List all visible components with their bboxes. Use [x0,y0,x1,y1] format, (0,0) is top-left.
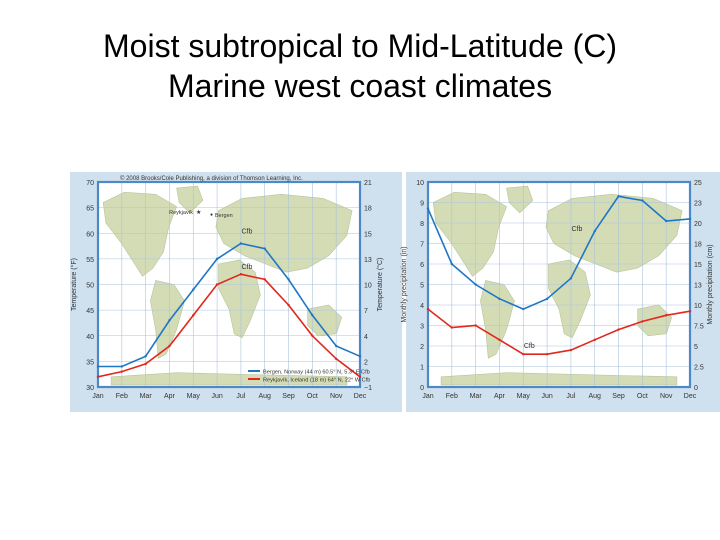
precipitation-x-tick-label: Oct [636,393,648,400]
climograph-svg [70,172,720,412]
temperature-series-blue-point [144,355,146,357]
legend-label-reykjavik: Reykjavík, Iceland (18 m) 64° N, 22° W Cfb [263,377,371,384]
temperature-right-tick-label: 15 [364,231,372,239]
precipitation-series-blue-point [546,298,548,300]
temperature-series-blue-point [97,365,99,367]
precipitation-series-red-point [498,339,500,341]
temperature-x-tick-label: Sep [282,393,295,400]
temperature-x-tick-label: Jan [92,393,104,400]
precipitation-series-blue-point [641,199,643,201]
precipitation-series-red-point [427,308,429,310]
precipitation-x-tick-label: Dec [683,393,697,400]
precipitation-series-blue-point [689,218,691,220]
temperature-cfb-annotation: Cfb [241,264,253,272]
precipitation-x-tick-label: Jun [541,393,553,400]
temperature-x-tick-label: Nov [329,393,343,400]
precipitation-series-red-point [522,353,524,355]
temperature-series-blue-point [240,242,242,244]
temperature-series-red-point [192,314,194,316]
precipitation-series-red-point [451,326,453,328]
precipitation-x-tick-label: Jan [422,393,434,400]
precipitation-series-blue-point [594,230,596,232]
precipitation-cfb-annotation: Cfb [523,343,535,351]
precipitation-left-tick-label: 7 [420,241,424,249]
temperature-x-tick-label: Jul [236,393,246,400]
precipitation-right-axis-label: Monthly precipitation (cm) [707,244,714,325]
precipitation-right-tick-label: 13 [694,282,702,290]
precipitation-series-red-point [665,314,667,316]
precipitation-left-tick-label: 6 [420,262,424,269]
precipitation-series-blue-point [498,298,500,300]
precipitation-right-tick-label: 5 [694,344,698,351]
temperature-series-red-point [311,335,313,337]
temperature-right-tick-label: 4 [364,333,368,341]
temperature-left-tick-label: 70 [86,180,94,187]
precipitation-series-blue-point [665,220,667,222]
precipitation-series-blue-point [570,277,572,279]
precipitation-x-tick-label: Feb [445,393,458,400]
precipitation-series-red-point [474,324,476,326]
slide-title-line-1: Moist subtropical to Mid-Latitude (C) [103,28,617,64]
precipitation-series-blue-point [427,207,429,209]
precipitation-right-tick-label: 2.5 [694,364,704,372]
precipitation-left-tick-label: 10 [416,180,424,187]
temperature-series-blue-point [335,345,337,347]
precipitation-x-tick-label: Sep [612,393,625,400]
precipitation-series-red-point [689,310,691,312]
precipitation-right-tick-label: 15 [694,262,702,269]
precipitation-series-red-point [546,353,548,355]
precipitation-right-tick-label: 7.5 [694,323,704,331]
precipitation-series-blue-point [451,263,453,265]
precipitation-left-tick-label: 8 [420,221,424,228]
bergen-marker-icon: ● [210,212,214,218]
precipitation-cfb-annotation: Cfb [571,226,583,234]
temperature-left-tick-label: 55 [86,256,94,264]
temperature-x-tick-label: Jun [211,393,223,400]
temperature-right-tick-label: 2 [364,359,368,367]
legend-label-bergen: Bergen, Norway (44 m) 60.5° N, 5.3° E Cfb [263,369,370,376]
precipitation-series-red-point [641,320,643,322]
precipitation-x-tick-label: May [516,393,530,400]
precipitation-series-red-point [594,339,596,341]
temperature-series-blue-point [311,314,313,316]
precipitation-series-red-point [570,349,572,351]
temperature-x-tick-label: Apr [164,393,175,400]
temperature-x-tick-label: May [186,393,200,400]
temperature-x-tick-label: Feb [115,393,128,400]
precipitation-series-blue-point [617,195,619,197]
temperature-series-blue-point [168,319,170,321]
precipitation-left-tick-label: 0 [420,385,424,392]
temperature-series-red-point [287,304,289,306]
precipitation-right-tick-label: 25 [694,180,702,187]
precipitation-right-tick-label: 0 [694,385,698,392]
temperature-series-red-point [264,278,266,280]
precipitation-x-tick-label: Apr [494,393,505,400]
temperature-x-tick-label: Mar [139,393,152,400]
temperature-cfb-annotation: Cfb [241,228,253,236]
slide-title-line-2: Marine west coast climates [167,68,553,104]
climate-figure [70,172,720,412]
precipitation-left-tick-label: 9 [420,200,424,208]
temperature-left-tick-label: 45 [86,308,94,316]
temperature-series-red-point [335,358,337,360]
temperature-left-axis-label: Temperature (°F) [71,258,78,311]
map-label-bergen: Bergen [215,213,233,219]
temperature-left-tick-label: 40 [86,333,94,341]
temperature-series-red-point [216,283,218,285]
precipitation-left-tick-label: 3 [420,323,424,331]
temperature-left-tick-label: 65 [86,205,94,213]
precipitation-right-tick-label: 10 [694,303,702,310]
temperature-right-tick-label: −1 [364,385,372,392]
temperature-right-tick-label: 18 [364,205,372,213]
temperature-series-blue-point [287,278,289,280]
precipitation-left-tick-label: 4 [420,303,424,310]
temperature-series-blue-point [264,247,266,249]
temperature-right-tick-label: 13 [364,256,372,264]
temperature-series-red-point [97,376,99,378]
precipitation-x-tick-label: Nov [659,393,673,400]
precipitation-left-tick-label: 5 [420,282,424,290]
temperature-series-blue-point [216,258,218,260]
precipitation-series-blue-point [474,283,476,285]
temperature-right-axis-label: Temperature (°C) [377,257,384,312]
temperature-series-red-point [240,273,242,275]
precipitation-left-tick-label: 2 [420,344,424,351]
precipitation-right-tick-label: 23 [694,200,702,208]
temperature-x-tick-label: Aug [258,393,271,400]
temperature-left-tick-label: 35 [86,359,94,367]
temperature-series-red-point [121,370,123,372]
temperature-right-tick-label: 7 [364,308,368,316]
temperature-series-blue-point [359,355,361,357]
map-label-reykjavik: Reykjavík [169,210,193,216]
temperature-left-tick-label: 30 [86,385,94,392]
temperature-series-blue-point [192,288,194,290]
precipitation-series-blue-point [522,308,524,310]
temperature-right-tick-label: 10 [364,282,372,290]
slide-title [0,26,720,106]
precipitation-x-tick-label: Jul [566,393,576,400]
precipitation-left-axis-label: Monthly precipitation (in) [401,246,408,323]
temperature-left-tick-label: 50 [86,282,94,290]
precipitation-series-red-point [617,328,619,330]
temperature-series-red-point [168,345,170,347]
precipitation-x-tick-label: Mar [469,393,482,400]
temperature-x-tick-label: Dec [353,393,367,400]
copyright-text: © 2008 Brooks/Cole Publishing, a division of Thomson Learning, Inc. [120,176,303,182]
reykjavik-marker-icon: ★ [196,210,202,216]
temperature-series-blue-point [121,365,123,367]
temperature-left-tick-label: 60 [86,231,94,239]
precipitation-x-tick-label: Aug [588,393,601,400]
temperature-right-tick-label: 21 [364,180,372,187]
precipitation-right-tick-label: 18 [694,241,702,249]
temperature-x-tick-label: Oct [306,393,318,400]
precipitation-left-tick-label: 1 [420,364,424,372]
temperature-series-red-point [144,363,146,365]
precipitation-right-tick-label: 20 [694,221,702,228]
